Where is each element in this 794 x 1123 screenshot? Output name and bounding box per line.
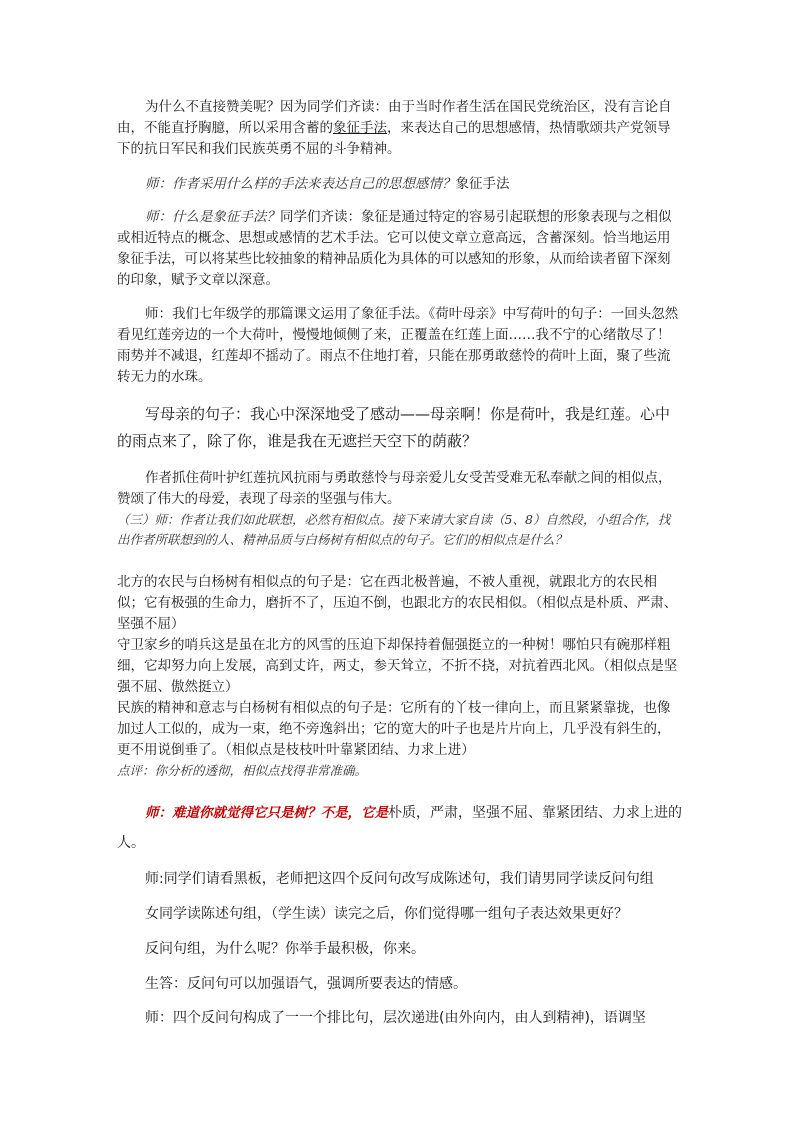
paragraph-comment: 点评：你分析的透彻，相似点找得非常准确。 bbox=[117, 763, 368, 778]
paragraph-teacher-question-technique: 师：作者采用什么样的手法来表达自己的思想感情？象征手法 bbox=[145, 176, 510, 192]
paragraph-symbolism-reason: 为什么不直接赞美呢？因为同学们齐读：由于当时作者生活在国民党统治区，没有言论自由，不能直抒胸臆，所以采用含蓄的象征手法，来表达自己的思想感情，热情歌颂共产党领导下的抗日军民和我们民族英勇不屈的斗争精神。 bbox=[117, 99, 672, 157]
paragraph-student-answer: 生答：反问句可以加强语气，强调所要表达的情感。 bbox=[145, 976, 467, 992]
paragraph-girls-read: 女同学读陈述句组，（学生读）读完之后，你们觉得哪一组句子表达效果更好？ bbox=[145, 906, 628, 922]
paragraph-lotus-leaf-example: 师：我们七年级学的那篇课文运用了象征手法。《荷叶母亲》中写荷叶的句子：一回头忽然看见红莲旁边的一个大荷叶，慢慢地倾侧了来，正覆盖在红莲上面……我不宁的心绪散尽了！雨势并不减退，红莲却不摇动了。雨点不住地打着，只能在那勇敢慈怜的荷叶上面，聚了些流转无力的水珠。 bbox=[117, 306, 679, 385]
paragraph-mother-sentence: 写母亲的句子：我心中深深地受了感动——母亲啊！你是荷叶，我是红莲。心中的雨点来了，除了你，谁是我在无遮拦天空下的荫蔽？ bbox=[117, 405, 671, 450]
paragraph-sentry-similarity: 守卫家乡的哨兵这是虽在北方的风雪的压迫下却保持着倔强挺立的一种树！哪怕只有碗那样粗细，它却努力向上发展，高到丈许，两丈，参天耸立，不折不挠，对抗着西北风。（相似点是坚强不屈、傲然挺立） bbox=[117, 637, 678, 695]
paragraph-symbolism-definition: 师：什么是象征手法？同学们齐读：象征是通过特定的容易引起联想的形象表现与之相似或相近特点的概念、思想或感情的艺术手法。它可以使文章立意高远，含蓄深刻。恰当地运用象征手法，可以将某些比较抽象的精神品质化为具体的可以感知的形象，从而给读者留下深刻的印象，赋予文章以深意。 bbox=[117, 209, 672, 288]
paragraph-farmers-similarity: 北方的农民与白杨树有相似点的句子是：它在西北极普遍，不被人重视，就跟北方的农民相似；它有极强的生命力，磨折不了，压迫不倒，也跟北方的农民相似。（相似点是朴质、严肃、坚强不屈） bbox=[117, 574, 678, 632]
underlined-term: 象征手法 bbox=[333, 120, 387, 136]
paragraph-parallelism: 师：四个反问句构成了一一个排比句，层次递进(由外向内，由人到精神)，语调坚 bbox=[145, 1010, 646, 1026]
paragraph-rhetorical-group: 反问句组，为什么呢？你举手最积极，你来。 bbox=[145, 941, 425, 957]
paragraph-similarity-summary: 作者抓住荷叶护红莲抗风抗雨与勇敢慈怜与母亲爱儿女受苦受难无私奉献之间的相似点，赞颂了伟大的母爱，表现了母亲的坚强与伟大。 bbox=[117, 470, 672, 507]
paragraph-blackboard: 师:同学们请看黑板，老师把这四个反问句改写成陈述句，我们请男同学读反问句组 bbox=[145, 871, 654, 887]
paragraph-not-just-tree: 师：难道你就觉得它只是树？不是，它是朴质，严肃，坚强不屈、靠紧团结、力求上进的人。 bbox=[117, 805, 682, 851]
paragraph-national-spirit-similarity: 民族的精神和意志与白杨树有相似点的句子是：它所有的丫枝一律向上，而且紧紧靠拢，也像加过人工似的，成为一束，绝不旁逸斜出；它的宽大的叶子也是片片向上，几乎没有斜生的，更不用说倒垂了。（相似点是枝枝叶叶靠紧团结、力求上进） bbox=[117, 700, 671, 758]
paragraph-group-task: （三）师：作者让我们如此联想，必然有相似点。接下来请大家自读（5、8）自然段，小组合作，找出作者所联想到的人、精神品质与白杨树有相似点的句子。它们的相似点是什么？ bbox=[117, 512, 671, 547]
